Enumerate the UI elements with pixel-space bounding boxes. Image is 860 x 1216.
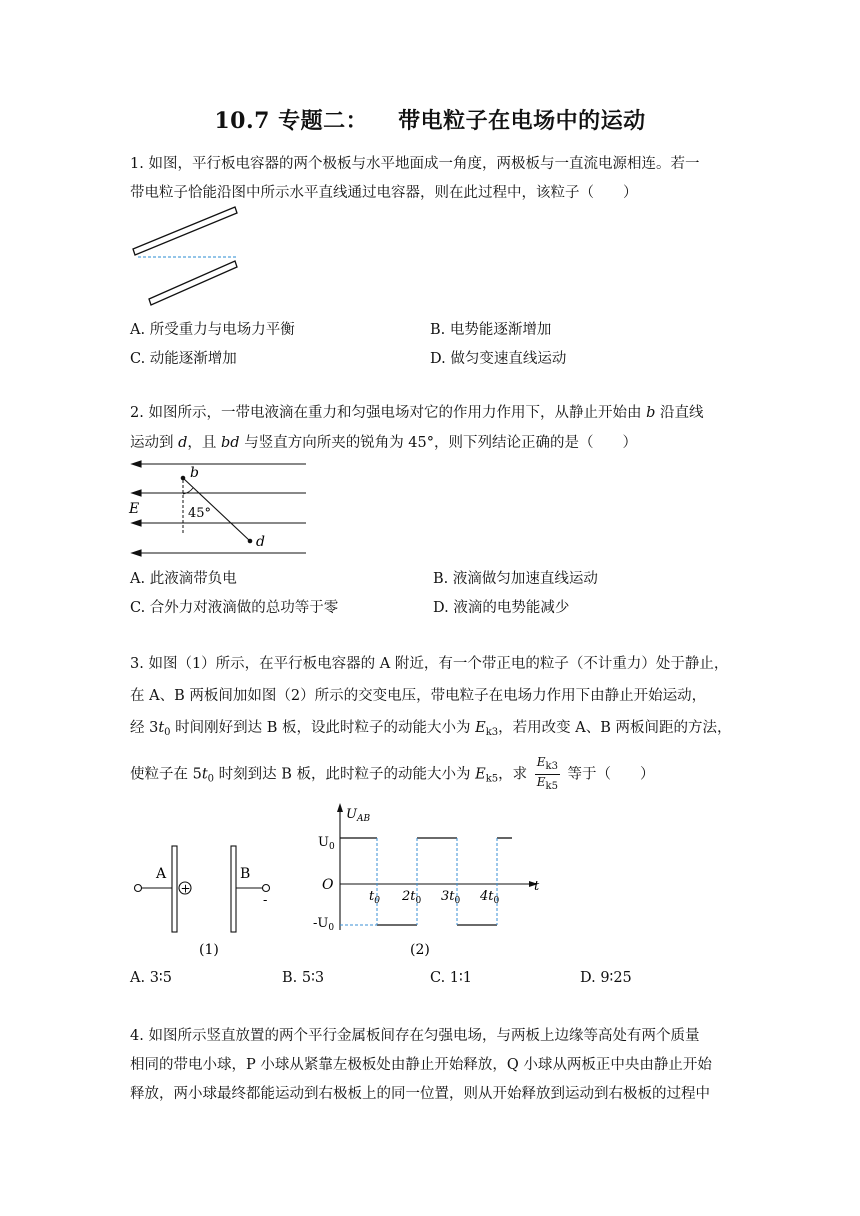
plus-sign: +: [180, 881, 191, 896]
label-u0: $U_0$: [318, 835, 335, 852]
caption-2: (2): [410, 942, 430, 958]
point-d: [248, 539, 253, 544]
q1-option-b[interactable]: B. 电势能逐渐增加: [430, 322, 552, 338]
q1-option-a[interactable]: A. 所受重力与电场力平衡: [130, 322, 295, 338]
plate-a: [172, 846, 177, 932]
transition-dashes: [340, 838, 497, 925]
tick-4t0: $4t_0$: [480, 889, 500, 906]
q4-line3: 释放，两小球最终都能运动到右极板上的同一位置，则从开始释放到运动到右极板的过程中: [130, 1086, 710, 1102]
q2-option-a[interactable]: A. 此液滴带负电: [130, 571, 237, 587]
q2-line1: 2. 如图所示，一带电液滴在重力和匀强电场对它的作用力作用下，从静止开始由 b 沿直线: [130, 405, 704, 421]
title-topic: 专题二：: [278, 108, 369, 134]
q2-option-b[interactable]: B. 液滴做匀加速直线运动: [433, 571, 598, 587]
q3-option-a[interactable]: A. 3∶5: [130, 970, 172, 986]
label-plate-a: A: [156, 866, 167, 882]
tick-3t0: $3t_0$: [441, 889, 461, 906]
capacitor-upper-plate: [133, 207, 237, 255]
q1-option-c[interactable]: C. 动能逐渐增加: [130, 351, 237, 367]
q3-option-d[interactable]: D. 9∶25: [580, 970, 632, 986]
terminal-b: [263, 885, 270, 892]
q4-line2: 相同的带电小球，P 小球从紧靠左极板处由静止开始释放，Q 小球从两板正中央由静止开始: [130, 1057, 712, 1073]
label-d: d: [256, 534, 265, 550]
page-title: [0, 104, 860, 135]
q3-line3: 经 $3t_0$ 时间刚好到达 B 板，设此时粒子的动能大小为 $E_{k3}$，若用改变 A、B 两板间距的方法，: [130, 720, 732, 738]
label-plate-b: B: [240, 866, 251, 882]
point-b: [181, 476, 186, 481]
title-subject: 带电粒子在电场中的运动: [398, 108, 646, 134]
caption-1: (1): [199, 942, 219, 958]
y-axis-label: $U_{AB}$: [346, 807, 371, 824]
tick-t0: $t_0$: [369, 889, 380, 906]
q2-option-d[interactable]: D. 液滴的电势能减少: [433, 600, 570, 616]
q2-line2: 运动到 d，且 bd 与竖直方向所夹的锐角为 45°，则下列结论正确的是（ ）: [130, 435, 638, 451]
q2-field-figure: [128, 458, 313, 566]
q3-option-c[interactable]: C. 1∶1: [430, 970, 473, 986]
capacitor-lower-plate: [149, 261, 237, 305]
label-E: E: [129, 501, 140, 517]
q3-option-b[interactable]: B. 5∶3: [282, 970, 325, 986]
minus-sign: -: [263, 893, 268, 908]
q1-line1: 1. 如图，平行板电容器的两个极板与水平地面成一角度，两极板与一直流电源相连。若一: [130, 156, 700, 172]
label-angle: 45°: [188, 506, 212, 521]
label-origin: O: [322, 877, 334, 893]
q3-line4: 使粒子在 $5t_0$ 时刻到达 B 板，此时粒子的动能大小为 $E_{k5}$，求 $\frac{E_{k3}}{E_{k5}}$ 等于（ ）: [130, 755, 655, 792]
terminal-a: [135, 885, 142, 892]
q1-line2: 带电粒子恰能沿图中所示水平直线通过电容器，则在此过程中，该粒子（ ）: [130, 185, 638, 201]
label-neg-u0: $-U_0$: [313, 916, 335, 933]
q3-figure-2-voltage-graph: [310, 800, 550, 960]
plate-b: [231, 846, 236, 932]
q3-line1: 3. 如图（1）所示，在平行板电容器的 A 附近，有一个带正电的粒子（不计重力）处于静止，: [130, 656, 729, 672]
q3-figure-1: [128, 838, 278, 963]
q1-capacitor-figure: [128, 205, 248, 310]
q1-option-d[interactable]: D. 做匀变速直线运动: [430, 351, 567, 367]
q4-line1: 4. 如图所示竖直放置的两个平行金属板间存在匀强电场，与两板上边缘等高处有两个质量: [130, 1028, 700, 1044]
title-number: 10.7: [214, 108, 270, 134]
ratio-fraction: $\frac{E_{k3}}{E_{k5}}$: [536, 755, 558, 792]
voltage-waveform: [340, 838, 512, 925]
q2-option-c[interactable]: C. 合外力对液滴做的总功等于零: [130, 600, 339, 616]
q3-line2: 在 A、B 两板间加如图（2）所示的交变电压，带电粒子在电场力作用下由静止开始运动，: [130, 688, 707, 704]
field-lines: [132, 461, 306, 556]
label-b: b: [190, 465, 199, 481]
tick-2t0: $2t_0$: [402, 889, 422, 906]
t-axis-label: t: [534, 879, 540, 894]
